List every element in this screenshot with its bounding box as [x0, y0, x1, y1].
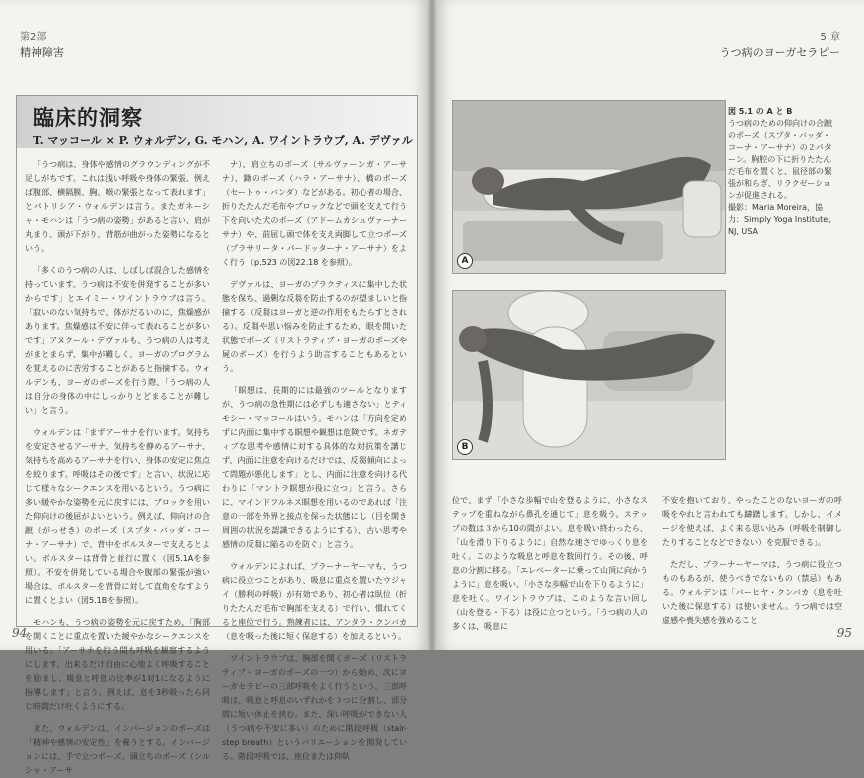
paragraph: 「瞑想は、長期的には最強のツールとなりますが、うつ病の急性期には必ずしも適さない」とティモシー・マッコールはいう。モハンは「方向を定めずに内面に集中する瞑想や観想は危険です。ネガティブな思考や感情に対する具体的な対抗策を講じず、内面に注意を向けるだけでは、反芻傾向によって問題が悪化します」とし、内面に注意を向ける代わりに「マントラ瞑想が役に立つ」と言う。さらに、マインドフルネス瞑想を用いるのであれば「注意の一部を外界と接点を保った状態にし（目を開き周囲の状況を認識できるようにする）、古い思考や感情の反芻に陥るのを防ぐ」と言う。: [222, 386, 407, 549]
figure-photo-a: [452, 100, 726, 274]
paragraph: ワイントラウブは、胸部を開くポーズ（リストラティブ・ヨーガのポーズの一つ）から始め、次にヨーガセラピーの三部呼吸をよく行うという。三部呼吸は、吸息と呼息のいずれかを３つに分割し、部分間に短い休止を挟む。また、深い呼吸ができない人（うつ病や不安に多い）のために階段呼吸（stair-step breath）というバリエーションを開発している。階段呼吸では、座位または仰臥: [222, 654, 407, 761]
paragraph: また、ウォルデンは、インバージョンのポーズは「精神や感情の安定性」を養うとする。インバージョンには、手で立つポーズ、頭立ちのポーズ（シルシャ・アーサ: [25, 724, 210, 775]
running-head-chapter: 5 章: [820, 32, 840, 43]
box-title: 臨床的洞察: [33, 105, 143, 130]
running-head-chapter-title: うつ病のヨーガセラピー: [719, 46, 840, 59]
photo-label-a: A: [457, 253, 473, 269]
figure-photo-b: [452, 290, 726, 460]
yoga-pose-photo-b: [453, 291, 725, 459]
paragraph: ウォルデンは「まずアーサナを行います。気持ちを安定させるアーサナ、気持ちを静めるアーサナ、気持ちを高めるアーサナを行い、身体の安定に焦点を絞ります。呼吸はその後です」と言い、状況に応じて様々なシークエンスを用いるという。うつ病に多い緩やかな姿勢を元に戻すには、ブロックを用いた仰向けの後屈がよいという。例えば、仰向けの合蹠（がっせき）のポーズ（スプタ・バッダ・コーナ・アーサナ）で、背中をボルスターで支えるとよい。ボルスターは背骨と並行に置く（図5.1Aを参照）。不安を併発している場合や腹部の緊張が強い場合は、ボルスターを背骨に対して直角をなすように置くとよい（図5.1Bを参照）。: [25, 428, 210, 605]
page-number-left: 94: [12, 626, 28, 640]
paragraph: デヴァルは、ヨーガのプラクティスに集中した状態を保ち、過剰な反芻を防止するのが望ましいと指摘する（反芻はヨーガと逆の作用をもたらすとされる）。反芻や思い悩みを防止するため、眼を開いた状態でポーズ（リストラティブ・ヨーガのポーズや屍のポーズ）を行うよう助言することもあるという。: [222, 280, 407, 373]
paragraph: ウォルデンによれば、プラーナーヤーマも、うつ病に役立つことがあり、吸息に重点を置いたウジャイ（勝利の呼吸）が有効であり、初心者は臥位（折りたたんだ毛布で胸部を支える）で行い、慣れてくると座位で行う。熟練者には、アンタラ・クンバカ（息を吸った後に短く保息する）を加えるという。: [222, 562, 407, 641]
figure-caption: [728, 106, 836, 238]
photo-label-b: B: [457, 439, 473, 455]
box-column-1: [25, 158, 210, 775]
running-head-part: 第2部: [20, 32, 47, 43]
yoga-pose-photo-a: [453, 101, 725, 273]
paragraph: モハンも、うつ病の姿勢を元に戻すため、「胸部を開くことに重点を置いた緩やかなシークエンスを用いる。「アーサナを行う間も呼吸を観察するようにします。出来るだけ自由に心地よく呼吸することを励まし、吸息と呼息の比率が1対1になるように指導します」と言う。例えば、息を3秒吸ったら同じ時間だけ吐くようにする。: [25, 618, 210, 711]
caption-credit: 撮影：Maria Moreira，協力：Simply Yoga Institute, NJ, USA: [728, 203, 831, 236]
paragraph: 不安を抱いており、やったことのないヨーガの呼吸をやれと言われても躊躇します。しかし、イメージを使えば、よく来る思い込み（呼吸を制御したりすることなどできない）を克服できる」。: [662, 496, 842, 547]
right-page: [432, 0, 864, 650]
box-authors: T. マッコール × P. ウォルデン, G. モハン, A. ワイントラウブ, A. デヴァル: [33, 134, 413, 147]
box-column-2: [222, 158, 407, 761]
caption-title: 図 5.1 の A と B: [728, 107, 793, 116]
left-page: [0, 0, 432, 775]
running-head-title: 精神障害: [20, 46, 64, 59]
box-header: [17, 96, 417, 148]
page-number-right: 95: [836, 626, 852, 640]
paragraph: 「うつ病は、身体や感情のグラウンディングが不足しがちです。これは浅い呼吸や身体の緊張、例えば腹部、横隔膜、胸、喉の緊張となって表れます」とパトリシア・ウォルデンは言う。またガネーシャ・モハンは「うつ病の姿勢」があると言い、肩が丸まり、頭が下がり、背筋が曲がった姿勢になるという。: [25, 160, 210, 253]
paragraph: 「多くのうつ病の人は、しばしば混合した感情を持っています。うつ病は不安を併発することが多いからです」とエイミー・ワイントラウブは言う。「寂いのない気持ちで、体がだるいのに、焦燥感があります。焦燥感は不安に伴って表れることが多いです」アヌクール・デヴァルも、うつ病の人は考えがまとまらず、集中が難しく、ヨーガのプログラムを覚えるのに苦労することがあると指摘する。ウォルデンも、ヨーガのポーズを行う際、「うつ病の人は自分の身体の中にしっかりとどまることが難しい」と言う。: [25, 266, 210, 415]
paragraph: ただし、プラーナーヤーマは、うつ病に役立つものもあるが、使うべきでないもの（禁忌）もある。ウォルデンは「バーヒヤ・クンバカ（息を吐いた後に保息する）は使いません。うつ病では空虚感や喪失感を強めること: [662, 560, 842, 625]
paragraph: 位で、まず「小さな歩幅で山を登るように、小さなステップを重ねながら鼻孔を通じて」息を吸う。ステップの数は３から10の間がよい。息を吸い終わったら、「山を滑り下りるように」自然な速さでゆっくり息を吐く。このような吸息と呼息を数回行う。その後、呼息の分割に移る。「エレベーターに乗って山頂に向かうように」息を吸い、「小さな歩幅で山を下りるように」息を吐く。ワイントラウブは、このような言い回し（山を登る・下る）は役に立つという。「うつ病の人の多くは、吸息に: [452, 496, 648, 631]
book-gutter: [426, 0, 438, 650]
paragraph: ナ）、肩立ちのポーズ（サルヴァーンガ・アーサナ）、鋤のポーズ（ハラ・アーサナ）、橋のポーズ（セートゥ・バンダ）などがある。初心者の場合、折りたたんだ毛布やブロックなどで頭を支えて行う下を向いた犬のポーズ（アドームカシュヴァーナーサナ）や、前屈し頭で体を支え両脚して立つポーズ（プラサリータ・パードッターナ・アーサナ）をよく行う（p.523 の図22.18 を参照）。: [222, 160, 407, 267]
caption-text: うつ病のための仰向けの合蹠のポーズ（スプタ・バッダ・コーナ・アーサナ）の２パターン。胸腔の下に折りたたんだ毛布を置くと、鼠径部の緊張が和らぎ、リラクゼーションが促進される。: [728, 119, 832, 200]
body-column-2: [662, 494, 842, 634]
body-column-1: [452, 494, 648, 634]
